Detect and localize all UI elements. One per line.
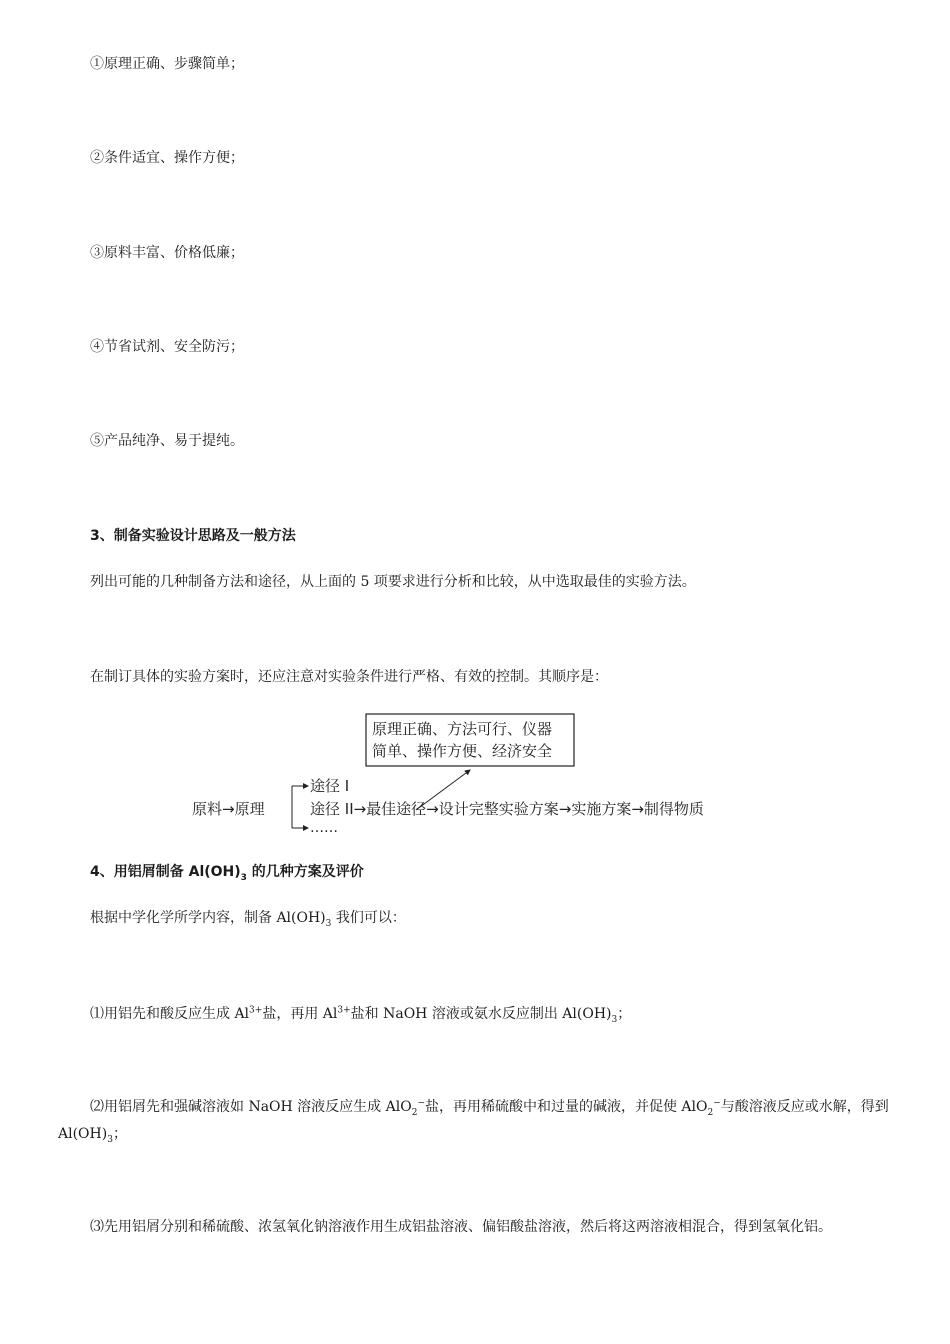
section3-heading: 3、制备实验设计思路及一般方法 <box>90 528 296 544</box>
section4-heading: 4、用铝屑制备 $Al(OH)_3$ 的几种方案及评价 <box>90 864 364 883</box>
criterion-5: ⑤产品纯净、易于提纯。 <box>90 433 244 449</box>
section4-intro: 根据中学化学所学内容，制备 $Al(OH)_3$ 我们可以： <box>90 910 406 929</box>
criterion-1: ①原理正确、步骤简单； <box>90 56 244 72</box>
criterion-2: ②条件适宜、操作方便； <box>90 150 244 166</box>
criterion-4: ④节省试剂、安全防污； <box>90 339 244 355</box>
method-3: ⑶先用铝屑分别和稀硫酸、浓氢氧化钠溶液作用生成铝盐溶液、偏铝酸盐溶液，然后将这两溶液相混合，得到氢氧化铝。 <box>90 1219 832 1235</box>
flow-start: 原料→原理 <box>192 800 265 818</box>
branch-3: …… <box>310 820 338 836</box>
requirements-line-2: 简单、操作方便、经济安全 <box>372 742 553 760</box>
branch-2: 途径 II→最佳途径→设计完整实验方案→实施方案→制得物质 <box>310 800 704 818</box>
requirements-line-1: 原理正确、方法可行、仪器 <box>372 720 553 738</box>
section3-para1: 列出可能的几种制备方法和途径，从上面的 5 项要求进行分析和比较，从中选取最佳的实验方法。 <box>90 574 696 590</box>
section3-para2: 在制订具体的实验方案时，还应注意对实验条件进行严格、有效的控制。其顺序是： <box>90 669 608 685</box>
preparation-flow-diagram <box>186 710 766 840</box>
method-1: ⑴用铝先和酸反应生成 $Al^{3+}$盐，再用 $Al^{3+}$盐和 NaOH 溶液或氨水反应制出 $Al(OH)_3$； <box>90 1005 632 1025</box>
criterion-3: ③原料丰富、价格低廉； <box>90 245 244 261</box>
branch-1: 途径 I <box>310 777 350 795</box>
method-2: ⑵用铝屑先和强碱溶液如 NaOH 溶液反应生成 AlO$_2$−盐，再用稀硫酸中和过量的碱液，并促使 AlO$_2$−与酸溶液反应或水解，得到 $Al(OH)_3$； <box>58 1098 889 1145</box>
